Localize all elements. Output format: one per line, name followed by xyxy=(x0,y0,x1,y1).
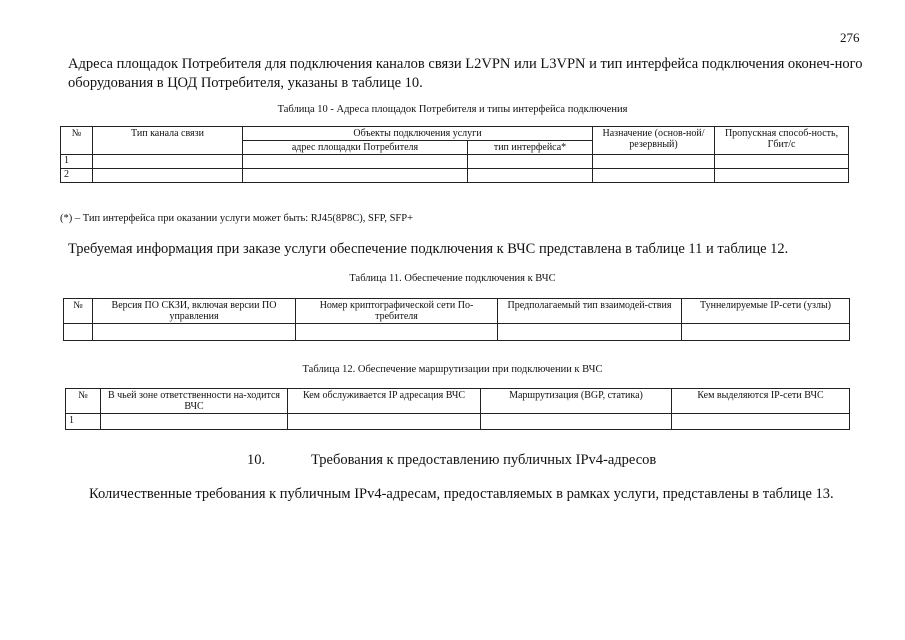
header-objects: Объекты подключения услуги xyxy=(243,127,593,141)
row-number: 1 xyxy=(61,155,93,169)
table-12 xyxy=(65,388,850,430)
header-purpose: Назначение (основ-ной/ резервный) xyxy=(593,127,715,155)
table-row xyxy=(61,155,849,169)
table-row xyxy=(66,414,850,430)
header-tunnels: Туннелируемые IP-сети (узлы) xyxy=(682,299,850,324)
table12-caption: Таблица 12. Обеспечение маршрутизации при подключении к ВЧС xyxy=(302,364,603,375)
table-cell xyxy=(593,169,715,183)
table-cell xyxy=(243,169,468,183)
row-number: 2 xyxy=(61,169,93,183)
final-paragraph: Количественные требования к публичным IPv4-адресам, предоставляемых в рамках услуги, представлены в таблице 13. xyxy=(89,486,834,502)
header-num: № xyxy=(61,127,93,155)
table-cell xyxy=(682,324,850,341)
intro-paragraph: Адреса площадок Потребителя для подключения каналов связи L2VPN или L3VPN и тип интерфейса подключения оконеч-ного оборудования в ЦОД Потребителя, указаны в таблице 10. xyxy=(68,56,863,91)
table-cell xyxy=(715,155,849,169)
table-row xyxy=(64,324,850,341)
footnote: (*) – Тип интерфейса при оказании услуги может быть: RJ45(8P8C), SFP, SFP+ xyxy=(60,213,414,224)
table-row xyxy=(61,169,849,183)
table-cell xyxy=(64,324,93,341)
table-cell xyxy=(715,169,849,183)
header-ip-service: Кем обслуживается IP адресация ВЧС xyxy=(288,389,481,414)
row-number: 1 xyxy=(66,414,101,430)
header-num: № xyxy=(64,299,93,324)
table-cell xyxy=(93,169,243,183)
header-bandwidth: Пропускная способ-ность, Гбит/с xyxy=(715,127,849,155)
table-cell xyxy=(243,155,468,169)
table-cell xyxy=(593,155,715,169)
table-cell xyxy=(468,155,593,169)
table10-caption: Таблица 10 - Адреса площадок Потребителя и типы интерфейса подключения xyxy=(277,104,628,115)
table-cell xyxy=(93,324,296,341)
table-cell xyxy=(93,155,243,169)
header-num: № xyxy=(66,389,101,414)
table-cell xyxy=(288,414,481,430)
table-cell xyxy=(481,414,672,430)
page-number: 276 xyxy=(840,30,860,45)
header-interaction-type: Предполагаемый тип взаимодей-ствия xyxy=(498,299,682,324)
section-title: Требования к предоставлению публичных IPv4-адресов xyxy=(311,452,657,468)
table11-caption: Таблица 11. Обеспечение подключения к ВЧС xyxy=(349,273,556,284)
header-skzi-version: Версия ПО СКЗИ, включая версии ПО управления xyxy=(93,299,296,324)
table-11 xyxy=(63,298,850,341)
header-address: адрес площадки Потребителя xyxy=(243,141,468,155)
header-interface: тип интерфейса* xyxy=(468,141,593,155)
info-paragraph: Требуемая информация при заказе услуги обеспечение подключения к ВЧС представлена в таблице 11 и таблице 12. xyxy=(68,241,789,257)
header-ip-alloc: Кем выделяются IP-сети ВЧС xyxy=(672,389,850,414)
table-cell xyxy=(296,324,498,341)
header-channel-type: Тип канала связи xyxy=(93,127,243,155)
table-cell xyxy=(101,414,288,430)
header-routing: Маршрутизация (BGP, статика) xyxy=(481,389,672,414)
section-number: 10. xyxy=(247,452,266,468)
table-cell xyxy=(672,414,850,430)
table-cell xyxy=(468,169,593,183)
header-responsibility: В чьей зоне ответственности на-ходится ВЧС xyxy=(101,389,288,414)
table-cell xyxy=(498,324,682,341)
header-crypto-net: Номер криптографической сети По-требителя xyxy=(296,299,498,324)
table-10 xyxy=(60,126,849,183)
